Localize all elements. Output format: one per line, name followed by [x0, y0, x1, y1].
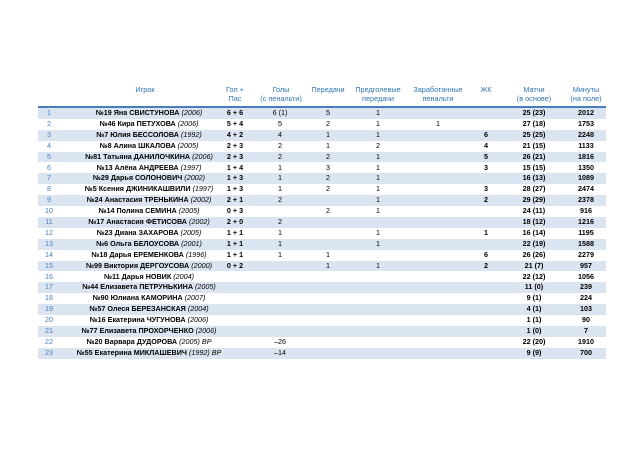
cell-min: 2279 — [578, 249, 594, 259]
cell-min: 2248 — [578, 129, 594, 139]
cell-pa: 1 — [376, 118, 380, 128]
header-assists-label: Передачи — [311, 85, 345, 94]
player-year: (1992) — [180, 129, 202, 139]
player-year: (2005) — [177, 140, 199, 150]
player-name-text: №81 Татьяна ДАНИЛОЧКИНА — [85, 151, 191, 161]
cell-gp: 4 + 2 — [226, 129, 244, 139]
cell-m: 18 (12) — [522, 217, 546, 226]
player-name — [64, 119, 234, 130]
player-year: (2005) — [195, 282, 216, 292]
table-row — [38, 337, 606, 348]
cell-min: 1816 — [578, 151, 594, 161]
cell-yc: 6 — [484, 249, 488, 259]
player-name-text: №18 Дарья ЕРЕМЕНКОВА — [91, 249, 184, 259]
table-row — [38, 304, 606, 315]
cell-min: 1089 — [578, 173, 594, 183]
player-name-text: №16 Екатерина ЧУГУНОВА — [89, 315, 186, 325]
table-row — [38, 206, 606, 217]
cell-min: 1216 — [578, 217, 594, 226]
player-name-text: №77 Елизавета ПРОХОРЧЕНКО — [81, 326, 194, 335]
player-name — [64, 315, 234, 326]
header-matches-line2: (в основе) — [516, 94, 552, 103]
header-goals — [253, 85, 309, 103]
header-minutes-line2: (на поле) — [570, 94, 602, 103]
cell-gp: 0 + 3 — [226, 206, 244, 216]
row-number: 15 — [45, 260, 53, 270]
cell-g: 1 — [278, 249, 282, 259]
table-row — [38, 217, 606, 228]
player-year: (2004) — [173, 271, 195, 281]
cell-pa: 1 — [376, 206, 380, 216]
player-year: (2002) — [184, 173, 206, 183]
header-goals-line2: (с пенальти) — [260, 94, 302, 103]
cell-m: 25 (23) — [522, 108, 546, 117]
cell-min: 1588 — [578, 238, 594, 248]
row-number: 12 — [45, 227, 53, 237]
cell-m: 16 (14) — [522, 227, 546, 237]
cell-m: 26 (26) — [522, 249, 546, 259]
cell-gp: 2 + 3 — [226, 151, 244, 161]
row-number: 17 — [45, 282, 53, 292]
cell-yc: 4 — [484, 140, 488, 150]
cell-a: 1 — [326, 260, 330, 270]
cell-m: 26 (21) — [522, 151, 546, 161]
player-year: (2005) ВР — [179, 336, 212, 346]
player-name — [64, 141, 234, 152]
table-row — [38, 130, 606, 141]
player-name-text: №6 Ольга БЕЛОУСОВА — [96, 238, 180, 248]
cell-g: 1 — [278, 173, 282, 183]
player-name — [64, 348, 234, 359]
cell-m: 25 (25) — [522, 129, 546, 139]
row-number: 8 — [47, 184, 51, 194]
row-number: 23 — [45, 347, 53, 357]
cell-pa: 1 — [376, 195, 380, 205]
row-number: 9 — [47, 195, 51, 205]
player-name — [64, 272, 234, 283]
player-name — [64, 217, 234, 228]
player-year: (2006) — [192, 151, 213, 161]
cell-pa: 1 — [376, 108, 380, 117]
row-number: 13 — [45, 238, 53, 248]
cell-min: 1910 — [578, 336, 594, 346]
table-row — [38, 184, 606, 195]
player-name-text: №99 Виктория ДЕРГОУСОВА — [85, 260, 190, 270]
player-name — [64, 304, 234, 315]
cell-gp: 2 + 1 — [226, 195, 244, 205]
player-name-text: №55 Екатерина МИКЛАШЕВИЧ — [76, 347, 187, 357]
cell-a: 1 — [326, 249, 330, 259]
header-minutes — [564, 85, 608, 103]
cell-m: 27 (18) — [522, 118, 546, 128]
player-name — [64, 337, 234, 348]
cell-ep: 1 — [436, 118, 440, 128]
cell-min: 239 — [580, 282, 592, 292]
header-matches — [508, 85, 560, 103]
cell-g: 2 — [278, 217, 282, 226]
table-row — [38, 141, 606, 152]
table-row — [38, 348, 606, 359]
cell-min: 224 — [580, 293, 592, 303]
cell-min: 1350 — [578, 162, 594, 172]
player-year: (2006) — [181, 108, 203, 117]
header-matches-line1: Матчи — [523, 85, 545, 94]
header-goal-pass — [220, 85, 250, 103]
cell-gp: 1 + 1 — [226, 249, 244, 259]
table-row — [38, 272, 606, 283]
player-name — [64, 108, 234, 119]
cell-min: 1133 — [578, 140, 594, 150]
cell-min: 1195 — [578, 227, 594, 237]
header-earned-pens-line1: Заработанные — [413, 85, 463, 94]
header-player-label: Игрок — [135, 85, 155, 94]
cell-g: 1 — [278, 162, 282, 172]
cell-pa: 1 — [376, 184, 380, 194]
cell-pa: 1 — [376, 173, 380, 183]
table-row — [38, 326, 606, 337]
row-number: 20 — [45, 315, 53, 325]
table-row — [38, 119, 606, 130]
cell-m: 9 (1) — [526, 293, 542, 303]
row-number: 3 — [47, 129, 51, 139]
player-name-text: №23 Диана ЗАХАРОВА — [96, 227, 179, 237]
row-number: 5 — [47, 151, 51, 161]
player-name-text: №19 Яна СВИСТУНОВА — [95, 108, 180, 117]
cell-yc: 2 — [484, 195, 488, 205]
cell-g: 1 — [278, 238, 282, 248]
row-number: 2 — [47, 118, 51, 128]
cell-pa: 2 — [376, 140, 380, 150]
player-year: (2005) — [178, 206, 200, 216]
player-name — [64, 163, 234, 174]
header-goals-line1: Голы — [272, 85, 290, 94]
cell-pa: 1 — [376, 238, 380, 248]
player-name — [64, 250, 234, 261]
player-name — [64, 326, 234, 337]
cell-min: 103 — [580, 304, 592, 314]
player-name-text: №13 Алёна АНДРЕЕВА — [96, 162, 179, 172]
cell-yc: 2 — [484, 260, 488, 270]
cell-m: 21 (15) — [522, 140, 546, 150]
cell-gp: 2 + 3 — [226, 140, 244, 150]
player-name — [64, 282, 234, 293]
player-name — [64, 184, 234, 195]
cell-m: 15 (15) — [522, 162, 546, 172]
player-year: (2002) — [190, 195, 212, 205]
cell-min: 7 — [584, 326, 588, 335]
cell-gp: 1 + 1 — [226, 227, 244, 237]
cell-pa: 1 — [376, 260, 380, 270]
player-year: (1992) ВР — [188, 347, 222, 357]
player-year: (2006) — [187, 315, 209, 325]
cell-a: 1 — [326, 129, 330, 139]
cell-min: 700 — [580, 347, 592, 357]
table-row — [38, 228, 606, 239]
table-row — [38, 108, 606, 119]
player-name-text: №11 Дарья НОВИК — [103, 271, 172, 281]
player-year: (2006) — [195, 326, 217, 335]
table-row — [38, 239, 606, 250]
cell-m: 1 (1) — [526, 315, 542, 325]
player-year: (2001) — [181, 238, 202, 248]
player-name-text: №8 Алина ШКАЛОВА — [99, 140, 176, 150]
table-row — [38, 163, 606, 174]
cell-min: 2474 — [578, 184, 594, 194]
cell-gp: 0 + 2 — [226, 260, 244, 270]
cell-m: 22 (12) — [522, 271, 546, 281]
player-name — [64, 152, 234, 163]
cell-yc: 5 — [484, 151, 488, 161]
player-name-text: №44 Елизавета ПЕТРУНЬКИНА — [82, 282, 194, 292]
cell-min: 90 — [582, 315, 590, 325]
header-yc-label: ЖК — [480, 85, 492, 94]
player-name-text: №24 Анастасия ТРЕНЬКИНА — [86, 195, 189, 205]
cell-m: 24 (11) — [522, 206, 546, 216]
cell-min: 1753 — [578, 118, 594, 128]
player-name-text: №17 Анастасия ФЕТИСОВА — [88, 217, 187, 226]
cell-min: 957 — [580, 260, 592, 270]
row-number: 16 — [45, 271, 53, 281]
row-number: 19 — [45, 304, 53, 314]
table-row — [38, 173, 606, 184]
player-year: (2006) — [177, 118, 199, 128]
cell-min: 916 — [580, 206, 592, 216]
player-name-text: №29 Дарья СОЛОНОВИЧ — [92, 173, 183, 183]
cell-pa: 1 — [376, 162, 380, 172]
cell-gp: 2 + 0 — [226, 217, 244, 226]
cell-m: 22 (20) — [522, 336, 546, 346]
cell-m: 28 (27) — [522, 184, 546, 194]
cell-a: 2 — [326, 151, 330, 161]
cell-yc: 3 — [484, 162, 488, 172]
cell-pa: 1 — [376, 129, 380, 139]
header-player — [120, 85, 170, 94]
table-row — [38, 282, 606, 293]
header-assists — [306, 85, 350, 94]
player-name — [64, 130, 234, 141]
player-name-text: №46 Кира ПЕТУХОВА — [99, 118, 176, 128]
player-year: (1996) — [185, 249, 207, 259]
cell-gp: 1 + 1 — [226, 238, 244, 248]
cell-gp: 1 + 3 — [226, 173, 244, 183]
table-row — [38, 152, 606, 163]
table-row — [38, 315, 606, 326]
player-name — [64, 206, 234, 217]
player-year: (2004) — [187, 304, 209, 314]
header-yc — [476, 85, 496, 94]
cell-g: 2 — [278, 195, 282, 205]
header-earned-pens — [406, 85, 470, 103]
row-number: 21 — [45, 326, 53, 335]
row-number: 7 — [47, 173, 51, 183]
header-pre-assists — [350, 85, 406, 103]
cell-a: 2 — [326, 206, 330, 216]
cell-m: 4 (1) — [526, 304, 542, 314]
cell-yc: 3 — [484, 184, 488, 194]
header-minutes-line1: Минуты — [572, 85, 600, 94]
cell-g: 1 — [278, 227, 282, 237]
cell-gp: 1 + 4 — [226, 162, 244, 172]
cell-g: –14 — [274, 347, 286, 357]
cell-yc: 1 — [484, 227, 488, 237]
cell-pa: 1 — [376, 151, 380, 161]
cell-gp: 1 + 3 — [226, 184, 244, 194]
cell-g: –26 — [274, 336, 286, 346]
cell-g: 1 — [278, 184, 282, 194]
cell-a: 5 — [326, 108, 330, 117]
cell-g: 2 — [278, 151, 282, 161]
cell-m: 29 (29) — [522, 195, 546, 205]
cell-m: 16 (13) — [522, 173, 546, 183]
row-number: 1 — [47, 108, 51, 117]
player-year: (1997) — [192, 184, 214, 194]
cell-yc: 6 — [484, 129, 488, 139]
player-year: (2007) — [184, 293, 206, 303]
cell-pa: 1 — [376, 227, 380, 237]
cell-m: 21 (7) — [524, 260, 544, 270]
player-name-text: №20 Варвара ДУДОРОВА — [86, 336, 178, 346]
cell-a: 2 — [326, 173, 330, 183]
cell-a: 1 — [326, 140, 330, 150]
row-number: 6 — [47, 162, 51, 172]
player-name-text: №90 Юлиана КАМОРИНА — [92, 293, 183, 303]
row-number: 4 — [47, 140, 51, 150]
cell-a: 2 — [326, 118, 330, 128]
header-pre-assists-line1: Предголевые — [355, 85, 401, 94]
cell-g: 6 (1) — [272, 108, 288, 117]
row-number: 18 — [45, 293, 53, 303]
cell-a: 2 — [326, 184, 330, 194]
player-name-text: №14 Полина СЕМИНА — [98, 206, 177, 216]
player-name — [64, 173, 234, 184]
cell-m: 11 (0) — [524, 282, 544, 292]
cell-a: 3 — [326, 162, 330, 172]
header-goal-pass-line1: Гол + — [226, 85, 244, 94]
player-name — [64, 228, 234, 239]
player-name-text: №57 Олеся БЕРЕЗАНСКАЯ — [89, 304, 186, 314]
cell-min: 2378 — [578, 195, 594, 205]
player-year: (2000) — [191, 260, 212, 270]
table-row — [38, 261, 606, 272]
cell-g: 4 — [278, 129, 282, 139]
cell-m: 9 (9) — [526, 347, 542, 357]
header-goal-pass-line2: Пас — [228, 94, 242, 103]
table-row — [38, 250, 606, 261]
cell-gp: 6 + 6 — [226, 108, 244, 117]
cell-g: 5 — [278, 118, 282, 128]
table-row — [38, 293, 606, 304]
row-number: 22 — [45, 336, 53, 346]
cell-g: 2 — [278, 140, 282, 150]
player-year: (2005) — [180, 227, 202, 237]
player-name — [64, 239, 234, 250]
row-number: 11 — [45, 217, 53, 226]
player-name-text: №5 Ксения ДЖИНИКАШВИЛИ — [84, 184, 191, 194]
cell-m: 22 (19) — [522, 238, 546, 248]
cell-gp: 5 + 4 — [226, 118, 244, 128]
player-name — [64, 261, 234, 272]
table-row — [38, 195, 606, 206]
cell-min: 1056 — [578, 271, 594, 281]
player-name — [64, 293, 234, 304]
player-name — [64, 195, 234, 206]
cell-min: 2012 — [578, 108, 594, 117]
header-earned-pens-line2: пенальти — [422, 94, 454, 103]
row-number: 10 — [45, 206, 53, 216]
player-name-text: №7 Юлия БЕССОЛОВА — [96, 129, 179, 139]
row-number: 14 — [45, 249, 53, 259]
cell-m: 1 (0) — [526, 326, 542, 335]
player-year: (1997) — [180, 162, 202, 172]
header-pre-assists-line2: передачи — [362, 94, 394, 103]
player-year: (2002) — [188, 217, 210, 226]
